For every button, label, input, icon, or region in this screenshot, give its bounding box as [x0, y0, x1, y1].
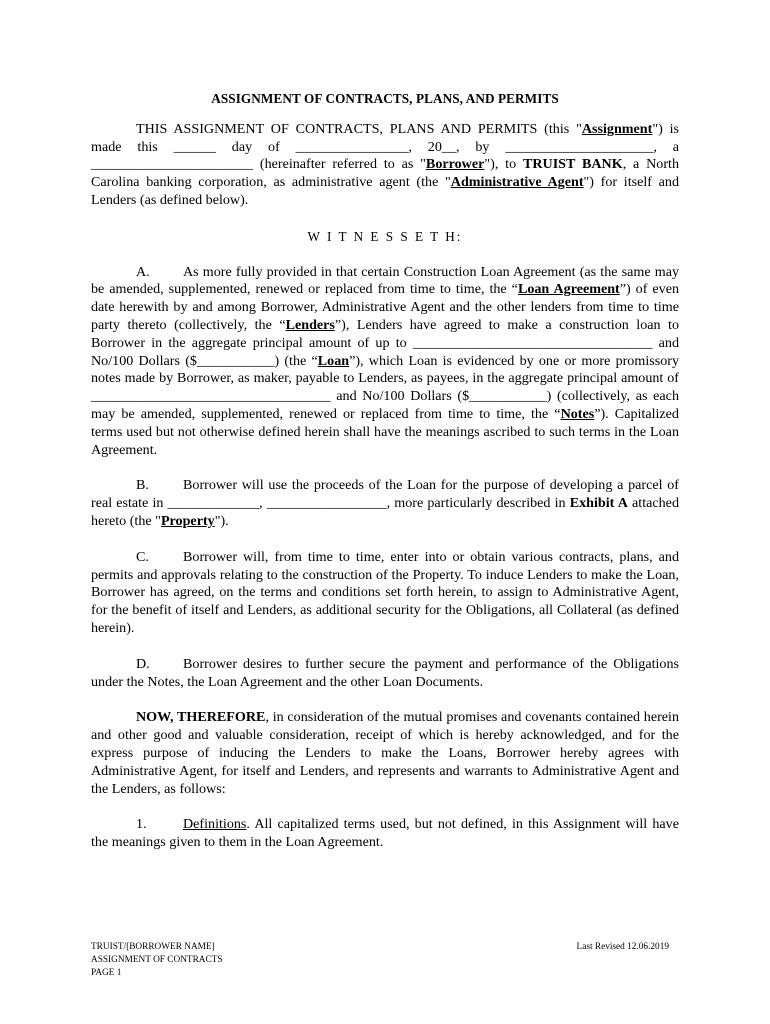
defined-term-loan-agreement: Loan Agreement	[517, 281, 620, 298]
defined-term-lenders: Lenders	[285, 316, 335, 333]
document-body	[91, 90, 679, 852]
defined-term-borrower: Borrower	[425, 156, 485, 173]
defined-term-notes: Notes	[560, 405, 595, 422]
recital-d-label: D.	[136, 655, 150, 672]
recital-d: D. Borrower desires to further secure the payment and performance of the Obligations under the Notes, the Loan Agreement and the other Loan Documents.	[91, 655, 679, 690]
footer-page-number: PAGE 1	[91, 967, 122, 978]
section-1-number: 1.	[136, 816, 147, 833]
witnesseth-heading: W I T N E S S E T H:	[307, 228, 463, 244]
intro-paragraph: THIS ASSIGNMENT OF CONTRACTS, PLANS AND PERMITS (this "Assignment") is made this ______ day of ________________, 20__, by _____________________, a _______________________ (hereinafter referred to as "Borrower"), to TRUIST BANK, a North Carolina banking corporation, as administrative agent (the "Administrative Agent") for itself and Lenders (as defined below).	[91, 120, 680, 208]
recital-a: A. As more fully provided in that certain Construction Loan Agreement (as the same may be amended, supplemented, renewed or replaced from time to time, the “Loan Agreement”) of even date herewith by and among Borrower, Administrative Agent and the other lenders from time to time party thereto (collectively, the “Lenders”), Lenders have agreed to make a construction loan to Borrower in the aggregate principal amount of up to __________________________________ and No/100 Dollars ($___________) (the “Loan”), which Loan is evidenced by one or more promissory notes made by Borrower, as maker, payable to Lenders, as payees, in the aggregate principal amount of __________________________________ and No/100 Dollars ($___________) (collectively, as each may be amended, supplemented, renewed or replaced from time to time, the “Notes”). Capitalized terms used but not otherwise defined herein shall have the meanings ascribed to such terms in the Loan Agreement.	[91, 263, 680, 458]
footer-left	[91, 941, 223, 979]
section-1-heading: Definitions	[183, 816, 247, 833]
recital-b-label: B.	[136, 477, 149, 494]
now-therefore-lead: NOW, THEREFORE	[136, 709, 266, 726]
footer-revision-date: Last Revised 12.06.2019	[576, 942, 669, 952]
defined-term-property: Property	[160, 512, 215, 529]
footer-left-line1: TRUIST/[BORROWER NAME]	[91, 942, 215, 952]
defined-term-assignment: Assignment	[581, 120, 653, 137]
exhibit-a-reference: Exhibit A	[569, 495, 628, 512]
recital-a-label: A.	[136, 263, 150, 280]
defined-term-administrative-agent: Administrative Agent	[450, 174, 584, 191]
defined-term-loan: Loan	[317, 352, 350, 369]
section-1-definitions: 1. Definitions. All capitalized terms used, but not defined, in this Assignment will have the meanings given to them in the Loan Agreement.	[91, 816, 679, 851]
now-therefore-paragraph: NOW, THEREFORE, in consideration of the mutual promises and covenants contained herein and other good and valuable consideration, receipt of which is hereby acknowledged, and for the express purpose of inducing the Lenders to make the Loans, Borrower hereby agrees with Administrative Agent, for itself and Lenders, and represents and warrants to Administrative Agent and the Lenders, as follows:	[91, 709, 679, 797]
recital-c: C. Borrower will, from time to time, enter into or obtain various contracts, plans, and permits and approvals relating to the construction of the Property. To induce Lenders to make the Loan, Borrower has agreed, on the terms and conditions set forth herein, to assign to Administrative Agent, for the benefit of itself and Lenders, as additional security for the Obligations, all Collateral (as defined herein).	[91, 548, 679, 636]
document-title: ASSIGNMENT OF CONTRACTS, PLANS, AND PERMITS	[211, 91, 559, 106]
footer-left-line2: ASSIGNMENT OF CONTRACTS	[91, 954, 223, 965]
recital-b: B. Borrower will use the proceeds of the Loan for the purpose of developing a parcel of real estate in _____________, _________________, more particularly described in Exhibit A attached hereto (the "Property").	[91, 477, 679, 529]
recital-c-label: C.	[136, 548, 149, 565]
truist-bank-name: TRUIST BANK	[522, 156, 623, 173]
